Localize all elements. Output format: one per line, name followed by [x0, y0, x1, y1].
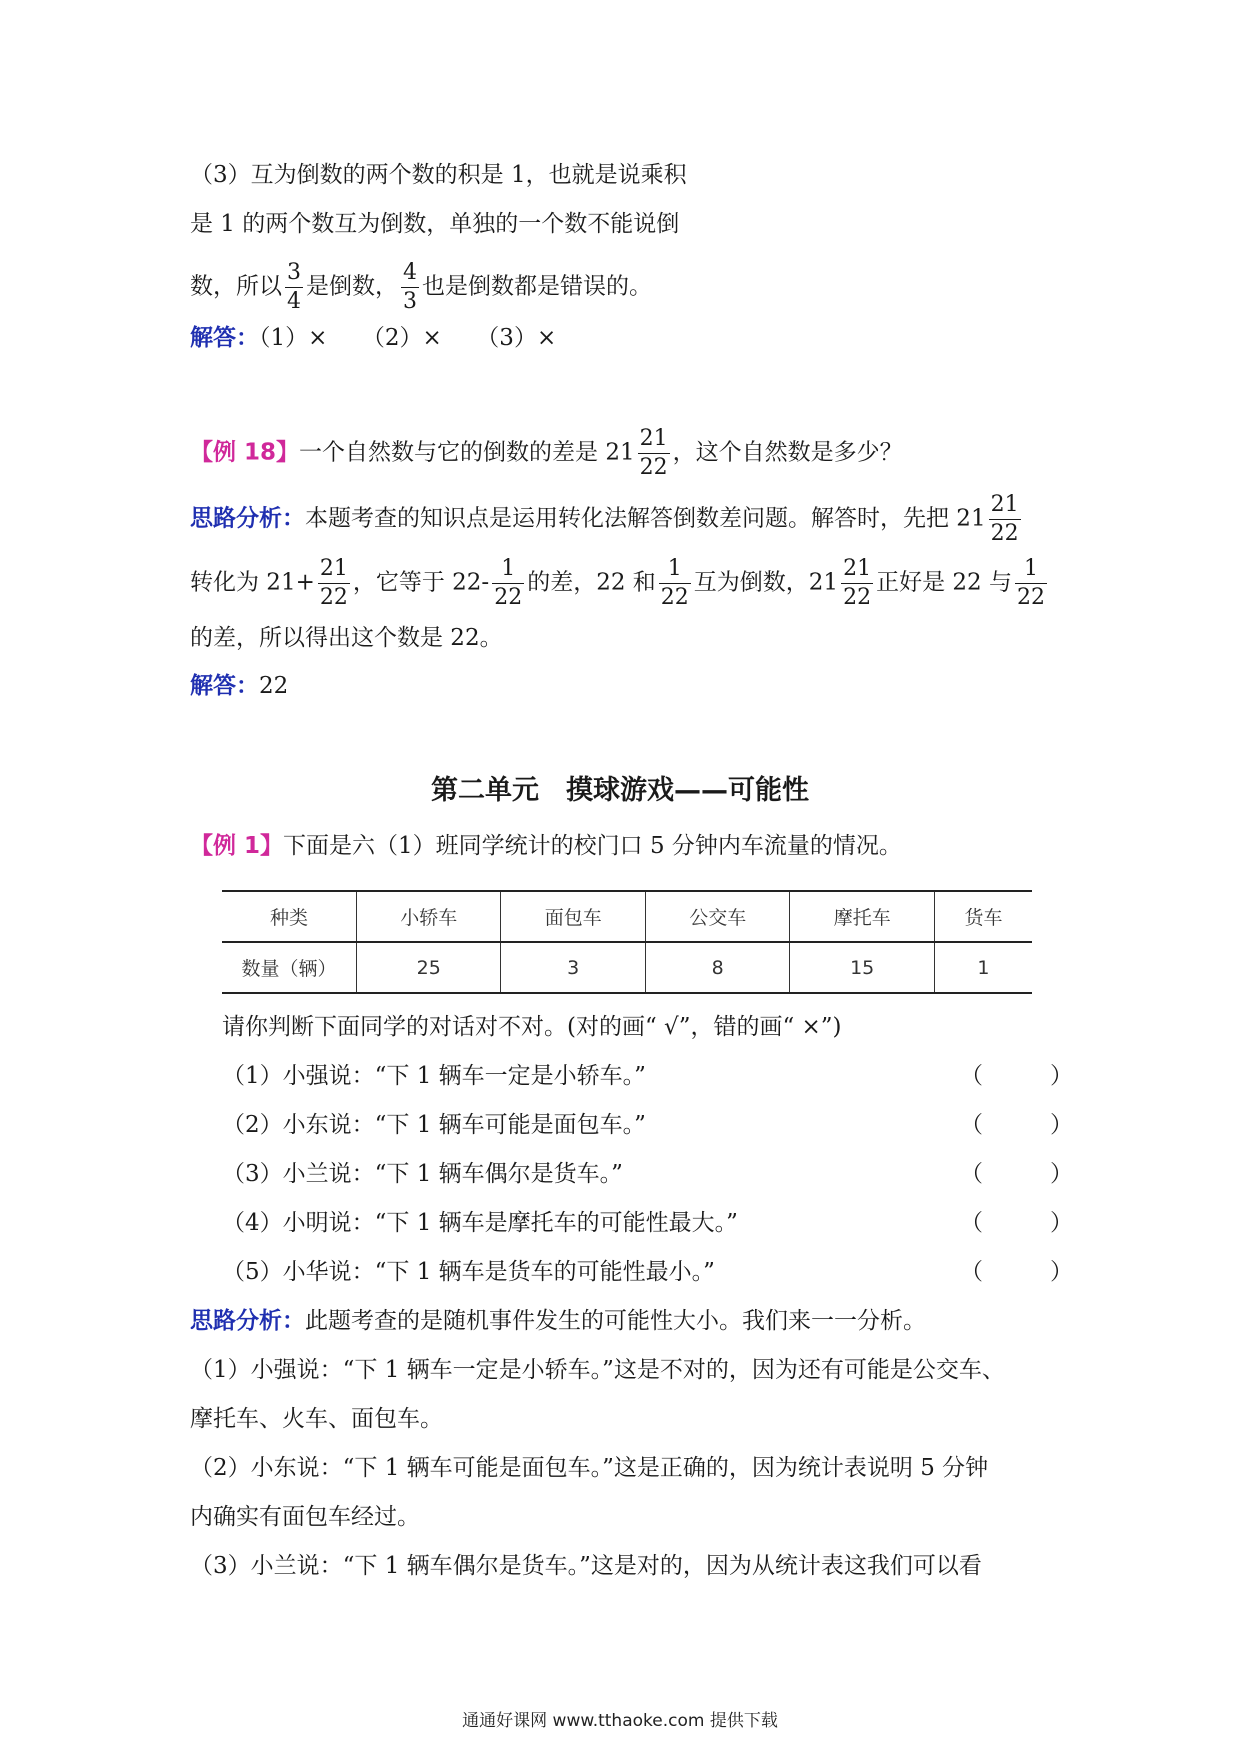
- answer-label: 解答：: [190, 325, 259, 351]
- text-segment: 转化为 21+: [190, 569, 315, 596]
- traffic-table: [222, 890, 1032, 994]
- analysis-line: （3）小兰说：“下 1 辆车偶尔是货车。”这是对的，因为从统计表这我们可以看: [190, 1553, 982, 1579]
- statement-item: （5）小华说：“下 1 辆车是货车的可能性最小。”: [222, 1259, 715, 1285]
- text-segment: 下面是六（1）班同学统计的校门口 5 分钟内车流量的情况。: [283, 833, 902, 859]
- text-segment: 是倒数，: [306, 273, 398, 300]
- answer-line: [190, 670, 288, 702]
- analysis-label: 思路分析：: [190, 505, 305, 532]
- answer-blank[interactable]: （ ）: [960, 1259, 1073, 1285]
- example-18-question: [190, 428, 903, 479]
- analysis-line: [190, 1305, 926, 1337]
- analysis-line: 的差，所以得出这个数是 22。: [190, 625, 503, 651]
- text-segment: 一个自然数与它的倒数的差是 21: [299, 439, 635, 466]
- table-cell: 种类: [222, 891, 357, 942]
- fraction: $\frac{4}{3}$: [403, 260, 417, 314]
- table-cell: 面包车: [501, 891, 645, 942]
- fraction: $\frac{3}{4}$: [287, 260, 301, 314]
- page-footer: 通通好课网 www.tthaoke.com 提供下载: [462, 1711, 778, 1731]
- text-segment: ，它等于 22-: [352, 569, 490, 596]
- table-cell: 小轿车: [357, 891, 501, 942]
- unit-title: 第二单元 摸球游戏——可能性: [431, 775, 809, 806]
- fraction: $\frac{1}{22}$: [1016, 556, 1045, 610]
- text-segment: 正好是 22 与: [876, 569, 1012, 596]
- statement-item: （3）小兰说：“下 1 辆车偶尔是货车。”: [222, 1161, 623, 1187]
- instruction: 请你判断下面同学的对话对不对。(对的画“ √”，错的画“ ×”): [222, 1014, 842, 1040]
- answer-text: （1）× （2）× （3）×: [259, 325, 557, 351]
- analysis-line: [190, 494, 1024, 545]
- text-segment: 本题考查的知识点是运用转化法解答倒数差问题。解答时，先把 21: [305, 505, 986, 532]
- table-row: [222, 942, 1032, 993]
- table-cell: 公交车: [645, 891, 789, 942]
- explanation-line: [190, 262, 652, 313]
- answer-text: 22: [259, 673, 289, 699]
- table-cell: 1: [934, 942, 1032, 993]
- fraction: $\frac{21}{22}$: [843, 556, 872, 610]
- example-1-question: [190, 830, 902, 862]
- table-cell: 15: [790, 942, 934, 993]
- explanation-line: 是 1 的两个数互为倒数，单独的一个数不能说倒: [190, 211, 680, 237]
- analysis-line: [190, 558, 1050, 609]
- text-segment: 的差，22 和: [527, 569, 656, 596]
- answer-line: [190, 322, 556, 354]
- answer-blank[interactable]: （ ）: [960, 1161, 1073, 1187]
- table-cell: 25: [357, 942, 501, 993]
- answer-blank[interactable]: （ ）: [960, 1112, 1073, 1138]
- fraction: $\frac{21}{22}$: [990, 492, 1019, 546]
- text-segment: 也是倒数都是错误的。: [422, 273, 652, 300]
- table-header-row: [222, 891, 1032, 942]
- fraction: $\frac{1}{22}$: [494, 556, 523, 610]
- analysis-line: 摩托车、火车、面包车。: [190, 1406, 443, 1432]
- fraction: $\frac{21}{22}$: [319, 556, 348, 610]
- statement-item: （1）小强说：“下 1 辆车一定是小轿车。”: [222, 1063, 646, 1089]
- answer-label: 解答：: [190, 673, 259, 699]
- analysis-line: 内确实有面包车经过。: [190, 1504, 420, 1530]
- table-cell: 8: [645, 942, 789, 993]
- analysis-line: （2）小东说：“下 1 辆车可能是面包车。”这是正确的，因为统计表说明 5 分钟: [190, 1455, 989, 1481]
- analysis-label: 思路分析：: [190, 1308, 305, 1334]
- table-cell: 3: [501, 942, 645, 993]
- statement-item: （4）小明说：“下 1 辆车是摩托车的可能性最大。”: [222, 1210, 738, 1236]
- explanation-line: （3）互为倒数的两个数的积是 1，也就是说乘积: [190, 162, 687, 188]
- fraction: $\frac{21}{22}$: [639, 426, 668, 480]
- text-segment: 互为倒数，21: [693, 569, 839, 596]
- example-label: 【例 18】: [190, 439, 300, 466]
- text-segment: 此题考查的是随机事件发生的可能性大小。我们来一一分析。: [305, 1308, 926, 1334]
- table-cell: 数量（辆）: [222, 942, 357, 993]
- analysis-line: （1）小强说：“下 1 辆车一定是小轿车。”这是不对的，因为还有可能是公交车、: [190, 1357, 1005, 1383]
- table-cell: 摩托车: [790, 891, 934, 942]
- text-segment: 数，所以: [190, 273, 282, 300]
- example-label: 【例 1】: [190, 833, 284, 859]
- text-segment: ，这个自然数是多少？: [672, 439, 903, 466]
- answer-blank[interactable]: （ ）: [960, 1063, 1073, 1089]
- table-cell: 货车: [934, 891, 1032, 942]
- answer-blank[interactable]: （ ）: [960, 1210, 1073, 1236]
- fraction: $\frac{1}{22}$: [660, 556, 689, 610]
- statement-item: （2）小东说：“下 1 辆车可能是面包车。”: [222, 1112, 646, 1138]
